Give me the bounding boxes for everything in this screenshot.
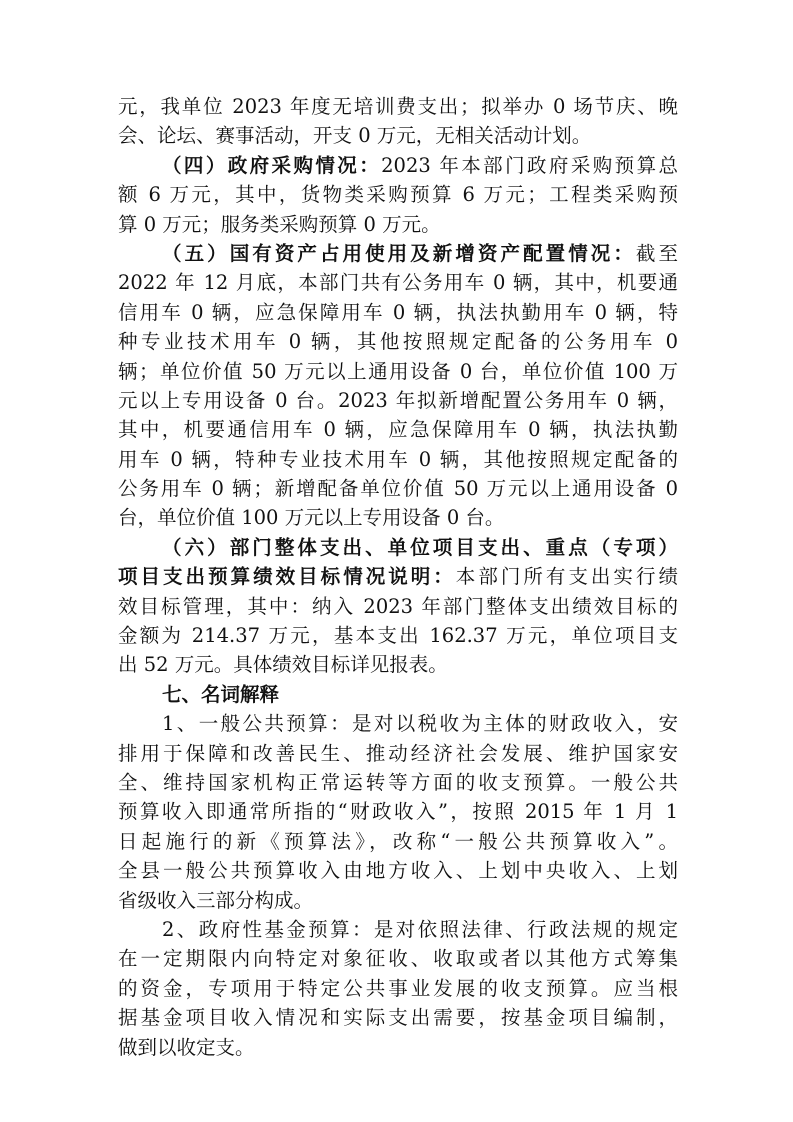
text-line: 出 52 万元。具体绩效目标详见报表。 (118, 653, 448, 677)
text-line: 金额为 214.37 万元，基本支出 162.37 万元，单位项目支 (118, 624, 678, 648)
text-line: 的资金，专项用于特定公共事业发展的收支预算。应当根 (118, 976, 678, 1000)
text-fragment: 截至 (635, 241, 678, 265)
text-line: 日起施行的新《预算法》，改称“一般公共预算收入”。 (118, 829, 678, 853)
text-line: 据基金项目收入情况和实际支出需要，按基金项目编制， (118, 1006, 678, 1030)
text-line: 元，我单位 2023 年度无培训费支出；拟举办 0 场节庆、晚 (118, 95, 678, 118)
paragraph-training-events (118, 92, 678, 151)
text-line: 2、政府性基金预算：是对依照法律、行政法规的规定 (162, 917, 678, 941)
text-line: 省级收入三部分构成。 (118, 888, 314, 912)
text-line (118, 239, 678, 268)
section-heading-performance-cont: 项目支出预算绩效目标情况说明： (118, 565, 456, 589)
text-line: 公务用车 0 辆；新增配备单位价值 50 万元以上通用设备 0 (118, 477, 678, 501)
text-line: 排用于保障和改善民生、推动经济社会发展、维护国家安 (118, 741, 678, 765)
text-line: 会、论坛、赛事活动，开支 0 万元，无相关活动计划。 (118, 124, 592, 148)
section-title-glossary: 七、名词解释 (162, 682, 280, 706)
text-line (118, 151, 678, 180)
section-heading-performance: （六）部门整体支出、单位项目支出、重点（专项） (162, 535, 678, 559)
section-heading-procurement: （四）政府采购情况： (162, 153, 382, 177)
text-line: 全、维持国家机构正常运转等方面的收支预算。一般公共 (118, 770, 678, 794)
text-line: 台，单位价值 100 万元以上专用设备 0 台。 (118, 506, 505, 530)
text-line: 算 0 万元；服务类采购预算 0 万元。 (118, 212, 441, 236)
text-line: 在一定期限内向特定对象征收、收取或者以其他方式筹集 (118, 947, 678, 971)
text-line: 额 6 万元，其中，货物类采购预算 6 万元；工程类采购预 (118, 183, 678, 207)
text-line: 2022 年 12 月底，本部门共有公务用车 0 辆，其中，机要通 (118, 271, 678, 295)
text-line: 信用车 0 辆，应急保障用车 0 辆，执法执勤用车 0 辆，特 (118, 300, 678, 324)
text-fragment: 本部门所有支出实行绩 (455, 565, 678, 589)
paragraph-performance-targets (118, 533, 678, 680)
text-line: 1、一般公共预算：是对以税收为主体的财政收入，安 (162, 712, 678, 736)
paragraph-fund-budget (118, 915, 678, 1062)
text-line: 预算收入即通常所指的“财政收入”，按照 2015 年 1 月 1 (118, 800, 678, 824)
paragraph-procurement (118, 151, 678, 239)
text-fragment: 2023 年本部门政府采购预算总 (381, 153, 678, 177)
document-page (118, 92, 678, 1062)
paragraph-state-assets (118, 239, 678, 533)
text-line: 效目标管理，其中：纳入 2023 年部门整体支出绩效目标的 (118, 594, 678, 618)
text-line: 全县一般公共预算收入由地方收入、上划中央收入、上划 (118, 859, 678, 883)
paragraph-general-budget (118, 709, 678, 915)
text-line: 辆；单位价值 50 万元以上通用设备 0 台，单位价值 100 万 (118, 359, 678, 383)
text-line: 用车 0 辆，特种专业技术用车 0 辆，其他按照规定配备的 (118, 447, 678, 471)
section-heading-assets: （五）国有资产占用使用及新增资产配置情况： (162, 241, 636, 265)
text-line: 种专业技术用车 0 辆，其他按照规定配备的公务用车 0 (118, 330, 678, 354)
text-line: 元以上专用设备 0 台。2023 年拟新增配置公务用车 0 辆， (118, 388, 678, 412)
text-line: 做到以收定支。 (118, 1035, 255, 1059)
text-line: 其中，机要通信用车 0 辆，应急保障用车 0 辆，执法执勤 (118, 418, 678, 442)
text-line (118, 562, 678, 591)
